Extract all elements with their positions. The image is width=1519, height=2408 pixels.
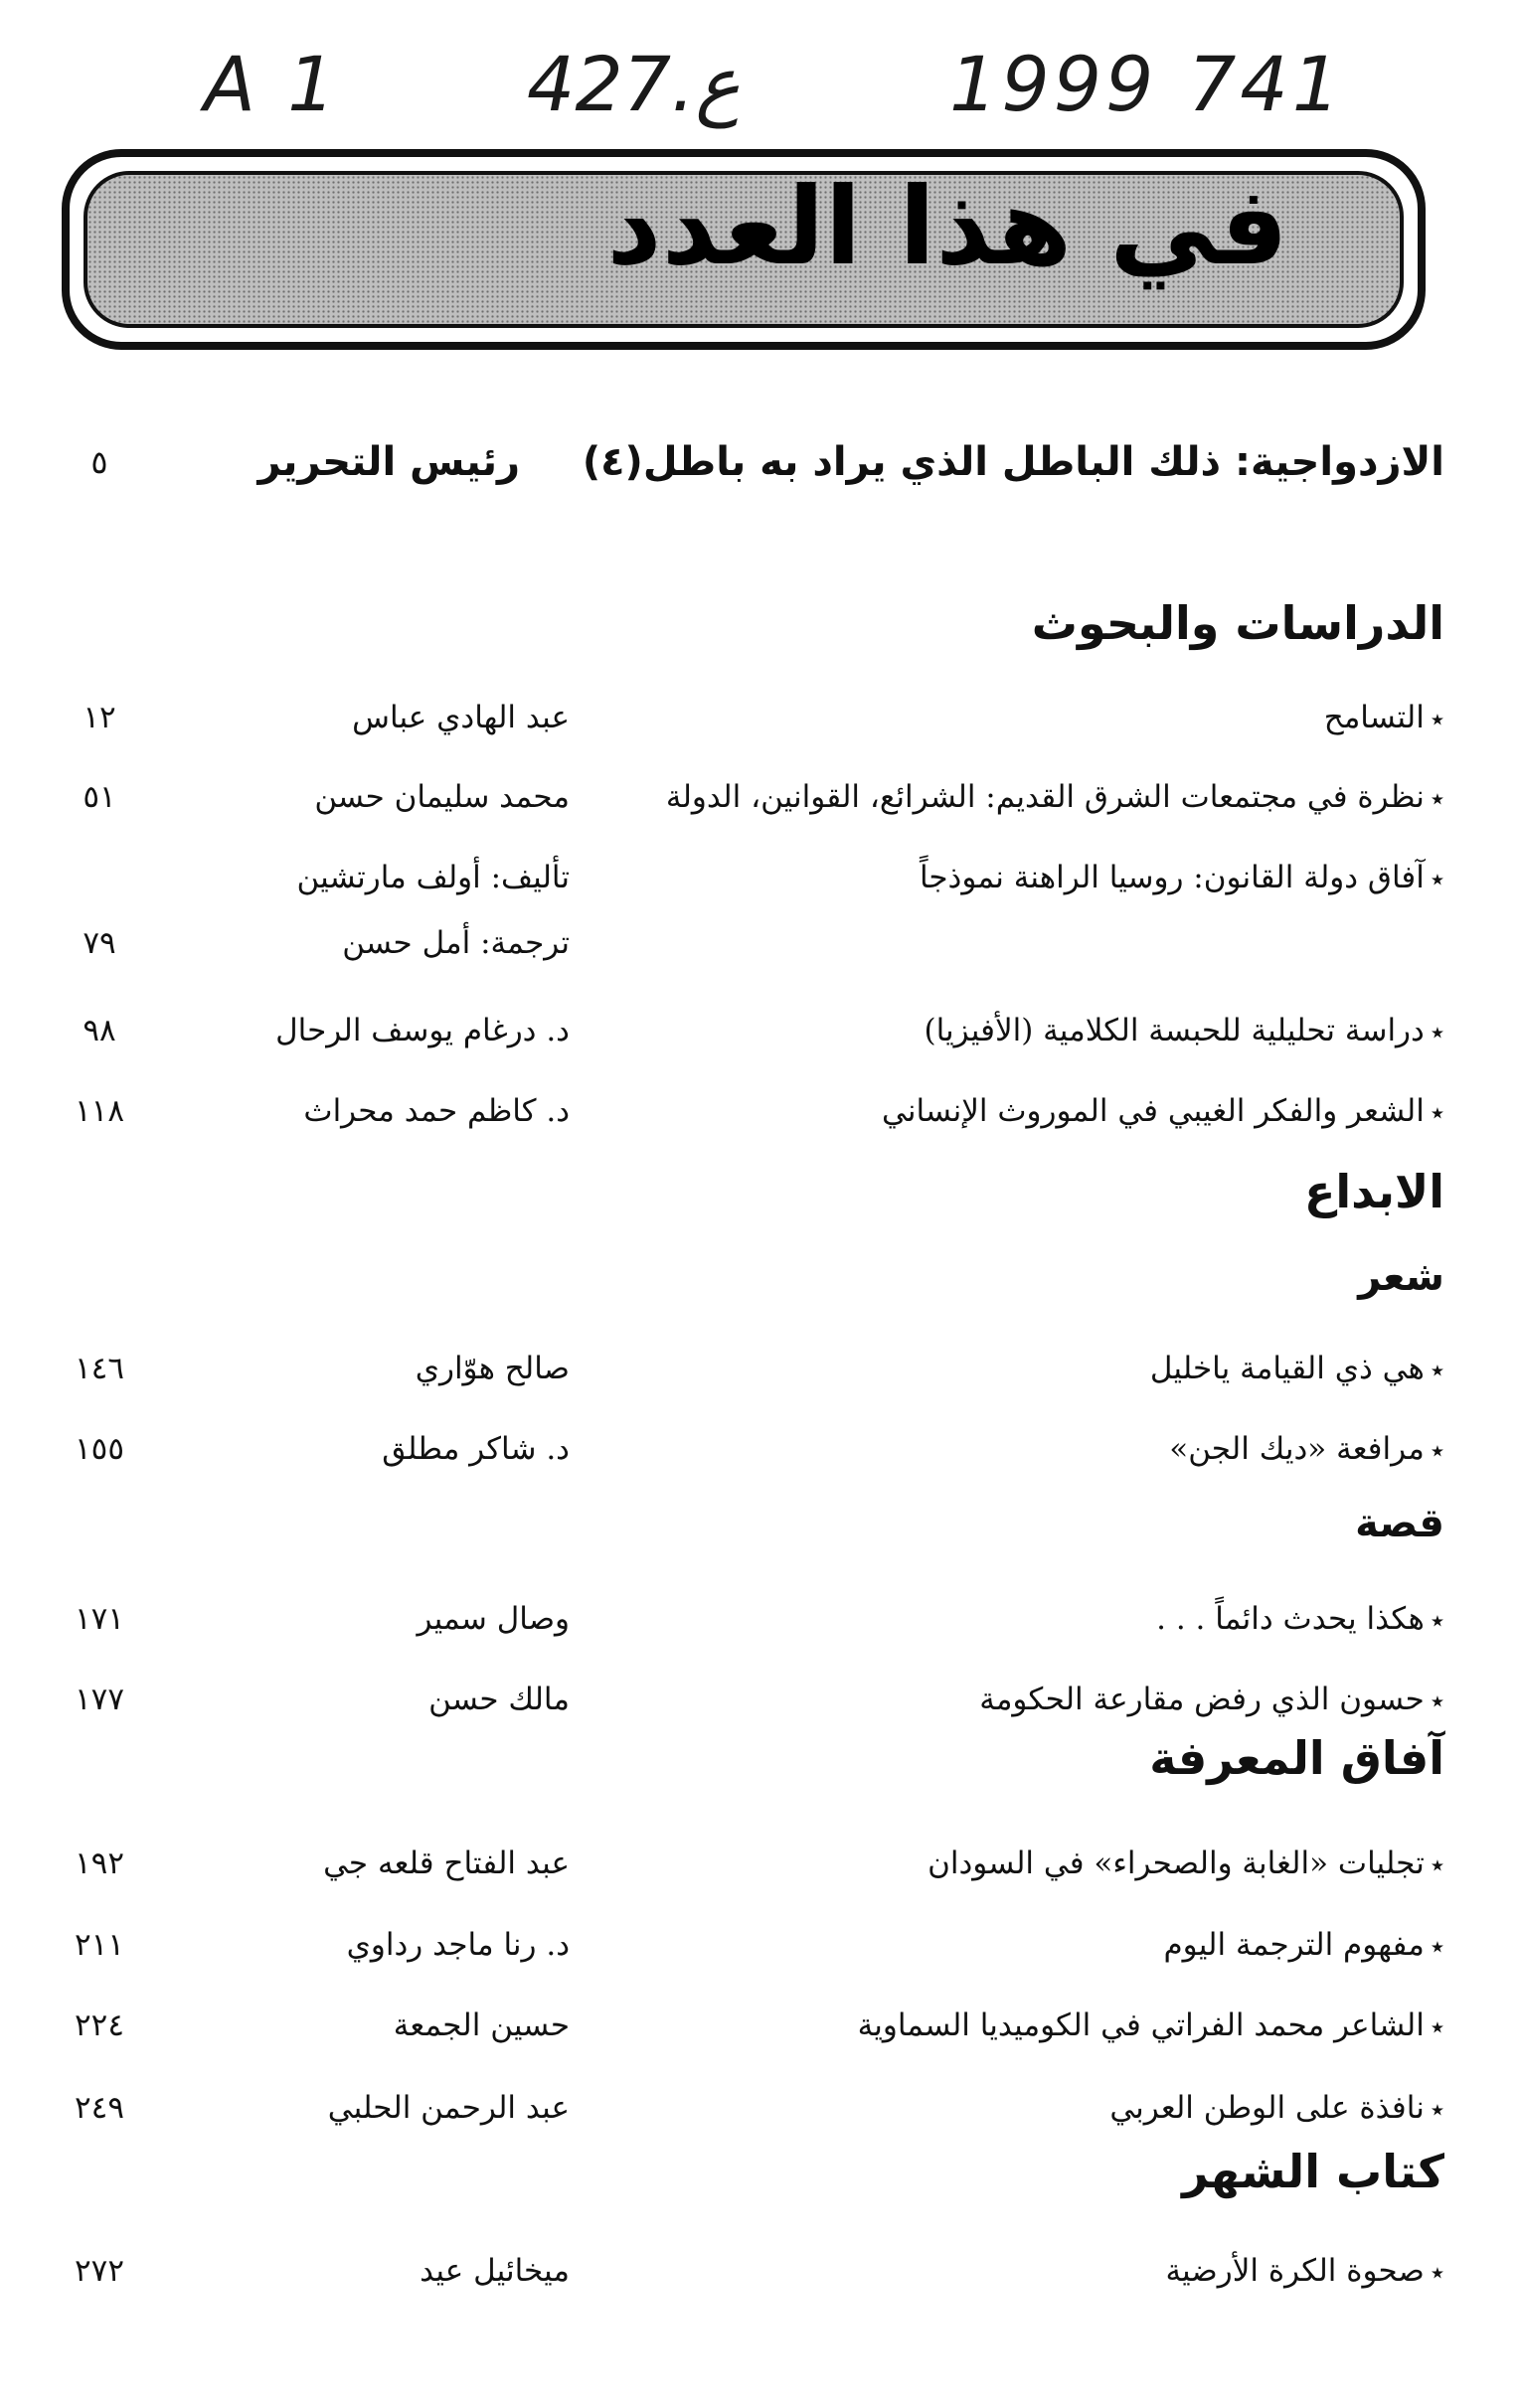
- handwritten-note: 427.ع: [527, 40, 741, 128]
- handwritten-note: 741: [1188, 40, 1345, 128]
- toc-row: [0, 1424, 1519, 1474]
- toc-row: [0, 2001, 1519, 2050]
- editorial-page: ٥: [90, 443, 108, 481]
- toc-author: د. رنا ماجد رداوي: [346, 1927, 570, 1963]
- title-banner: [62, 149, 1426, 350]
- toc-author: عبد الهادي عباس: [352, 700, 570, 735]
- toc-row: [0, 1920, 1519, 1970]
- toc-author: د. شاكر مطلق: [382, 1431, 570, 1467]
- toc-page: ١٢: [83, 700, 116, 735]
- toc-row: [0, 1675, 1519, 1724]
- toc-row: [0, 2246, 1519, 2296]
- bullet-icon: ٭: [1430, 1018, 1444, 1047]
- toc-title: ٭نظرة في مجتمعات الشرق القديم: الشرائع، القوانين، الدولة: [665, 779, 1444, 815]
- toc-page: ١٧١: [75, 1601, 124, 1637]
- toc-row: [0, 1006, 1519, 1055]
- toc-page: ٥١: [83, 779, 116, 815]
- toc-row: [0, 1086, 1519, 1136]
- section-heading: الابداع: [1303, 1165, 1444, 1218]
- toc-page: ٢٢٤: [75, 2007, 124, 2043]
- editorial-title: الازدواجية: ذلك الباطل الذي يراد به باطل(٤): [582, 439, 1444, 485]
- toc-row: [0, 1839, 1519, 1888]
- toc-title: ٭التسامح: [1323, 700, 1444, 735]
- bullet-icon: ٭: [1430, 1932, 1444, 1962]
- toc-author: صالح هوّاري: [415, 1351, 570, 1386]
- editorial-author: رئيس التحرير: [257, 439, 520, 485]
- subsection-heading: قصة: [1355, 1501, 1444, 1546]
- toc-title: ٭نافذة على الوطن العربي: [1109, 2090, 1444, 2126]
- toc-page: ٧٩: [83, 925, 116, 961]
- toc-author: محمد سليمان حسن: [314, 779, 570, 815]
- bullet-icon: ٭: [1430, 2012, 1444, 2042]
- bullet-icon: ٭: [1430, 865, 1444, 894]
- handwritten-note: 1999: [949, 40, 1158, 128]
- toc-translator: ترجمة: أمل حسن: [342, 925, 570, 961]
- toc-author: عبد الفتاح قلعه جي: [323, 1846, 570, 1881]
- toc-title: ٭هي ذي القيامة ياخليل: [1149, 1351, 1444, 1386]
- toc-row: [0, 1594, 1519, 1644]
- toc-page: ١١٨: [75, 1093, 124, 1129]
- toc-page: ٩٨: [83, 1013, 116, 1048]
- bullet-icon: ٭: [1430, 784, 1444, 814]
- toc-title: ٭مرافعة «ديك الجن»: [1169, 1431, 1444, 1467]
- subsection-heading: شعر: [1358, 1254, 1444, 1300]
- toc-title: ٭مفهوم الترجمة اليوم: [1163, 1927, 1444, 1963]
- toc-author: د. كاظم حمد محراث: [303, 1093, 570, 1129]
- bullet-icon: ٭: [1430, 1356, 1444, 1385]
- toc-author: د. درغام يوسف الرحال: [275, 1013, 570, 1048]
- toc-row: [0, 853, 1519, 902]
- toc-page: ١٩٢: [75, 1846, 124, 1881]
- bullet-icon: ٭: [1430, 1850, 1444, 1880]
- bullet-icon: ٭: [1430, 2258, 1444, 2288]
- toc-title: ٭صحوة الكرة الأرضية: [1165, 2253, 1444, 2289]
- toc-author: عبد الرحمن الحلبي: [327, 2090, 570, 2126]
- bullet-icon: ٭: [1430, 705, 1444, 734]
- bullet-icon: ٭: [1430, 2095, 1444, 2125]
- page-title: في هذا العدد: [606, 165, 1288, 289]
- toc-title: ٭تجليات «الغابة والصحراء» في السودان: [928, 1846, 1444, 1881]
- toc-title: ٭حسون الذي رفض مقارعة الحكومة: [979, 1682, 1444, 1717]
- editorial-row: [0, 427, 1519, 497]
- handwritten-note: A 1: [204, 40, 340, 128]
- section-heading: آفاق المعرفة: [1149, 1731, 1444, 1785]
- toc-title: ٭دراسة تحليلية للحبسة الكلامية (الأفيزيا): [924, 1013, 1444, 1048]
- toc-title: ٭آفاق دولة القانون: روسيا الراهنة نموذجاً: [919, 860, 1444, 895]
- handwritten-notes: [0, 40, 1519, 159]
- toc-row-continued: [0, 918, 1519, 968]
- toc-title: ٭هكذا يحدث دائماً . . .: [1156, 1601, 1444, 1637]
- toc-page: ١٤٦: [75, 1351, 124, 1386]
- toc-row: [0, 1344, 1519, 1393]
- toc-page: ١٥٥: [75, 1431, 124, 1467]
- bullet-icon: ٭: [1430, 1098, 1444, 1128]
- bullet-icon: ٭: [1430, 1436, 1444, 1466]
- section-heading: كتاب الشهر: [1182, 2145, 1444, 2198]
- toc-page: ٢٤٩: [75, 2090, 124, 2126]
- toc-title: ٭الشعر والفكر الغيبي في الموروث الإنساني: [882, 1093, 1444, 1129]
- toc-author: تأليف: أولف مارتشين: [296, 860, 570, 895]
- toc-author: حسين الجمعة: [393, 2007, 570, 2043]
- toc-title: ٭الشاعر محمد الفراتي في الكوميديا السماوية: [857, 2007, 1444, 2043]
- toc-page: ٢١١: [75, 1927, 124, 1963]
- bullet-icon: ٭: [1430, 1606, 1444, 1636]
- toc-author: مالك حسن: [428, 1682, 570, 1717]
- bullet-icon: ٭: [1430, 1686, 1444, 1716]
- toc-page: ٢٧٢: [75, 2253, 124, 2289]
- toc-row: [0, 772, 1519, 822]
- toc-page: ١٧٧: [75, 1682, 124, 1717]
- toc-row: [0, 693, 1519, 742]
- toc-author: ميخائيل عيد: [420, 2253, 570, 2289]
- section-heading: الدراسات والبحوث: [1031, 596, 1444, 650]
- toc-author: وصال سمير: [417, 1601, 570, 1637]
- toc-row: [0, 2083, 1519, 2133]
